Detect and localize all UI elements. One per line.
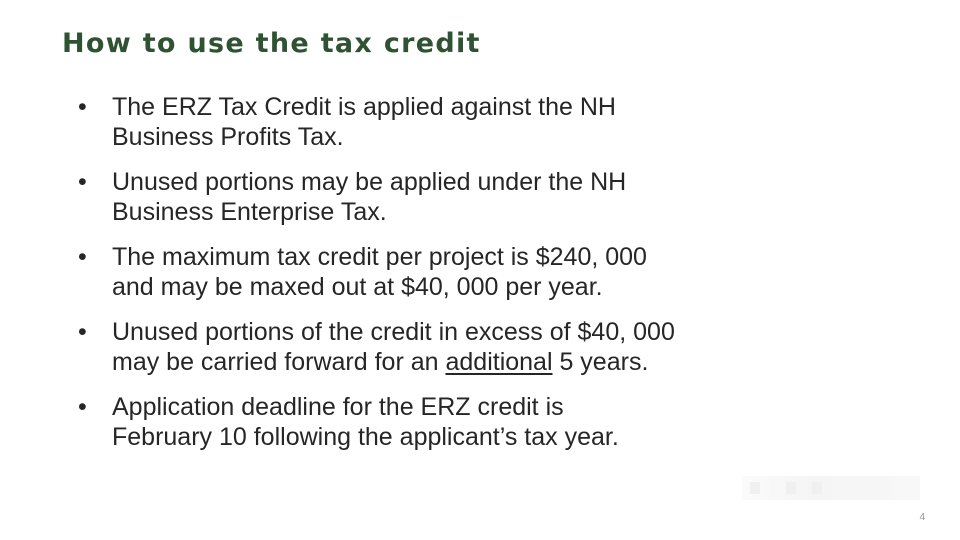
bullet-line: Application deadline for the ERZ credit is [112, 393, 564, 421]
bullet-line: The ERZ Tax Credit is applied against the NH [112, 93, 616, 121]
bullet-item [78, 317, 778, 377]
bullet-text-segment: may be carried forward for an [112, 348, 446, 376]
bullet-line: Business Enterprise Tax. [112, 198, 387, 226]
bullet-item [78, 167, 778, 227]
page-number: 4 [919, 512, 925, 523]
bullet-list [78, 92, 778, 467]
bullet-line: Unused portions of the credit in excess of $40, 000 [112, 318, 675, 346]
bullet-line: February 10 following the applicant’s tax year. [112, 423, 619, 451]
bullet-item [78, 242, 778, 302]
bullet-dot: • [78, 243, 87, 271]
bullet-text-segment: 5 years. [552, 348, 649, 376]
bullet-dot: • [78, 393, 87, 421]
bullet-item [78, 92, 778, 152]
watermark-mark [812, 482, 822, 494]
bullet-line: The maximum tax credit per project is $240, 000 [112, 243, 647, 271]
bullet-line [112, 347, 778, 377]
bullet-line: Unused portions may be applied under the NH [112, 168, 627, 196]
slide-title: How to use the tax credit [62, 28, 481, 59]
watermark-mark [750, 482, 760, 494]
bullet-dot: • [78, 93, 87, 121]
bullet-item [78, 392, 778, 452]
bullet-dot: • [78, 168, 87, 196]
underlined-word: additional [445, 348, 553, 376]
bullet-dot: • [78, 318, 87, 346]
logo-watermark [742, 476, 920, 500]
bullet-line: and may be maxed out at $40, 000 per year. [112, 273, 603, 301]
watermark-mark [786, 482, 796, 494]
bullet-line: Business Profits Tax. [112, 123, 344, 151]
